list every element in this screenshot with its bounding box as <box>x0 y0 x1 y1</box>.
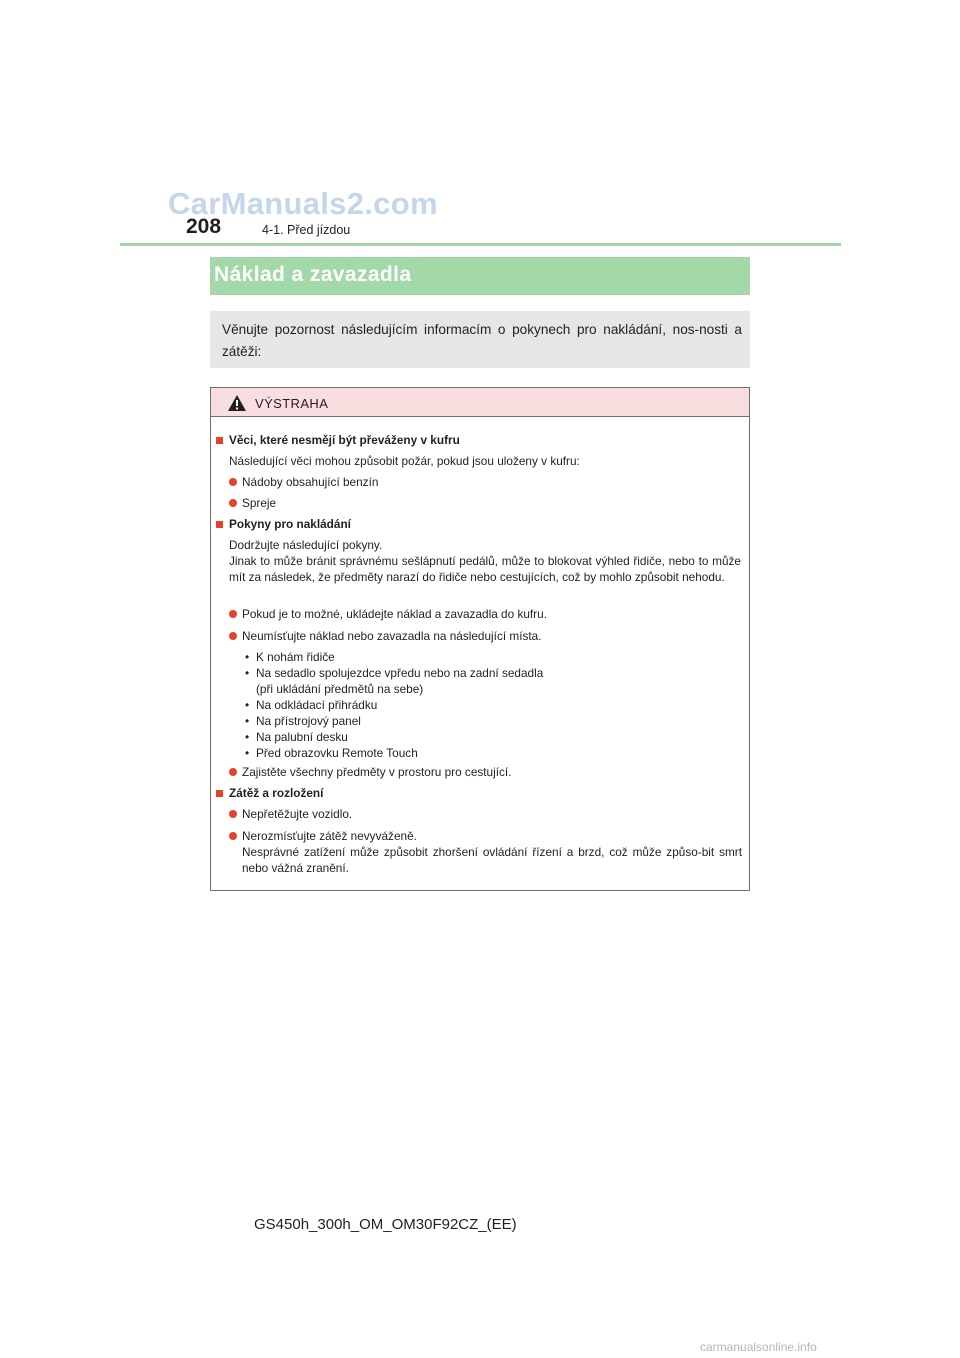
list-bullet: • <box>245 650 250 664</box>
header-divider <box>120 243 841 246</box>
bullet-dot <box>229 499 237 507</box>
s2-bullet-1: Pokud je to možné, ukládejte náklad a zavazadla do kufru. <box>242 607 547 621</box>
list-bullet: • <box>245 666 250 680</box>
bullet-dot <box>229 632 237 640</box>
s2-list-item: Na odkládací přihrádku <box>256 698 378 712</box>
s1-text: Následující věci mohou způsobit požár, pokud jsou uloženy v kufru: <box>229 454 580 468</box>
list-bullet: • <box>245 730 250 744</box>
s2-list-item: Před obrazovku Remote Touch <box>256 746 418 760</box>
section-marker-square <box>216 790 223 797</box>
s1-bullet-1: Nádoby obsahující benzín <box>242 475 379 489</box>
s3-heading: Zátěž a rozložení <box>229 786 324 800</box>
s2-heading: Pokyny pro nakládání <box>229 517 351 531</box>
s2-list-item: K nohám řidiče <box>256 650 335 664</box>
warning-triangle-icon <box>227 394 247 412</box>
s3-bullet-2-text: Nesprávné zatížení může způsobit zhoršení ovládání řízení a brzd, což může způso-bit smrt nebo vážná zranění. <box>242 845 742 875</box>
s3-bullet-2: Nerozmísťujte zátěž nevyváženě. <box>242 829 417 843</box>
s2-text-2: Jinak to může bránit správnému sešlápnutí pedálů, může to blokovat výhled řidiče, nebo to může mít za následek, že předměty narazí do řidiče nebo cestujících, což by mohlo způsobit nehodu. <box>229 554 741 584</box>
list-bullet: • <box>245 714 250 728</box>
s2-bullet-3: Zajistěte všechny předměty v prostoru pro cestující. <box>242 765 512 779</box>
bullet-dot <box>229 610 237 618</box>
bullet-dot <box>229 768 237 776</box>
section-marker-square <box>216 437 223 444</box>
warning-box <box>210 387 750 891</box>
intro-box <box>210 311 750 368</box>
carmanualsonline-watermark: carmanualsonline.info <box>700 1340 817 1354</box>
bullet-dot <box>229 478 237 486</box>
list-bullet: • <box>245 746 250 760</box>
warning-header <box>211 388 749 417</box>
bullet-dot <box>229 832 237 840</box>
carmanuals-watermark-logo: CarManuals2.com <box>168 186 438 221</box>
bullet-dot <box>229 810 237 818</box>
s2-list-item: Na přístrojový panel <box>256 714 361 728</box>
s2-list-item: Na sedadlo spolujezdce vpředu nebo na zadní sedadla <box>256 666 544 680</box>
list-bullet: • <box>245 698 250 712</box>
intro-text: Věnujte pozornost následujícím informacím o pokynech pro nakládání, nos-nosti a zátěži: <box>222 322 742 359</box>
section-marker-square <box>216 521 223 528</box>
section-title: Náklad a zavazadla <box>214 263 412 286</box>
page-number: 208 <box>186 215 222 238</box>
warning-label: VÝSTRAHA <box>255 396 329 411</box>
s3-bullet-1: Nepřetěžujte vozidlo. <box>242 807 353 821</box>
s1-bullet-2: Spreje <box>242 496 277 510</box>
section-title-bar <box>210 257 750 295</box>
section-reference: 4-1. Před jízdou <box>262 223 351 237</box>
s2-text-1: Dodržujte následující pokyny. <box>229 538 383 552</box>
s2-list-item-continuation: (při ukládání předmětů na sebe) <box>256 682 424 696</box>
s1-heading: Věci, které nesmějí být převáženy v kufru <box>229 433 460 447</box>
s2-bullet-2: Neumísťujte náklad nebo zavazadla na následující místa. <box>242 629 542 643</box>
s2-list-item: Na palubní desku <box>256 730 348 744</box>
document-code: GS450h_300h_OM_OM30F92CZ_(EE) <box>254 1216 517 1233</box>
